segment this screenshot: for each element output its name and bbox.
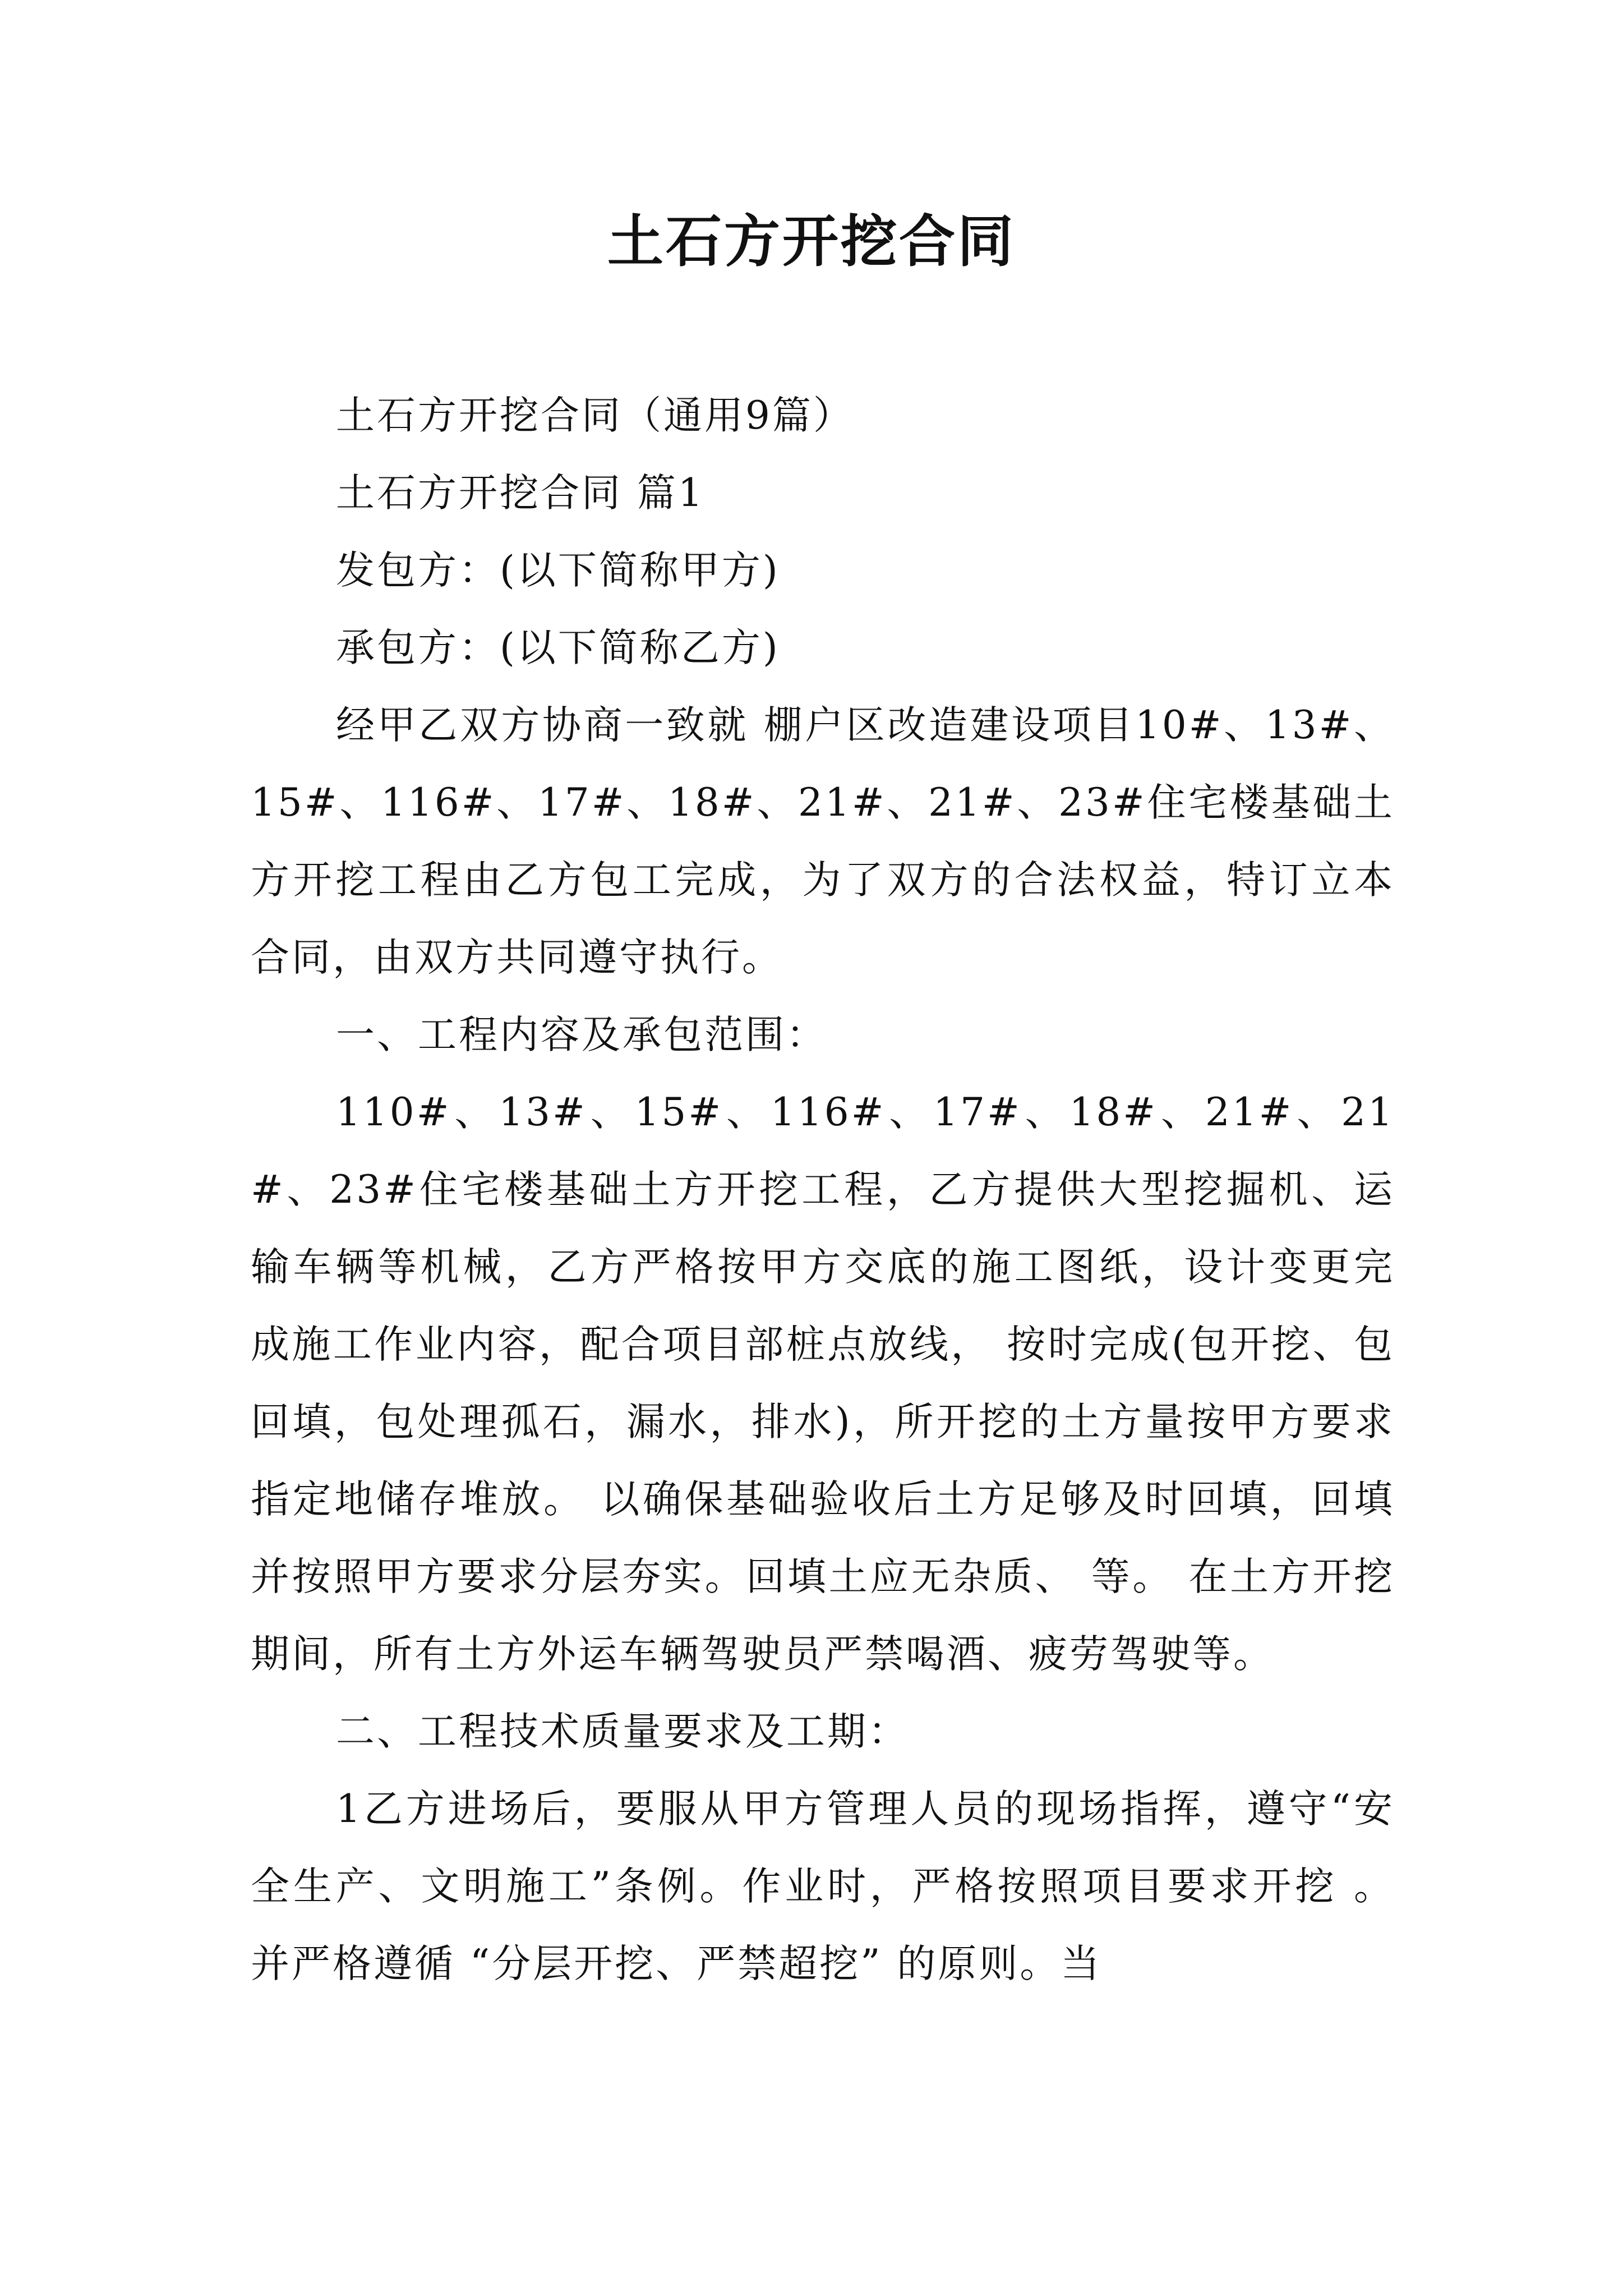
paragraph-party-b: 承包方：(以下简称乙方)	[336, 625, 780, 670]
paragraph-scope: 110#、13#、15#、116#、17#、18#、21#、21#、23#住宅楼基础土方开挖工程，乙方提供大型挖掘机、运输车辆等机械，乙方严格按甲方交底的施工图纸，设计变更完成施工作业内容，配合项目部桩点放线， 按时完成(包开挖、包回填，包处理孤石，漏水，排水)，所开挖的土方量按甲方要求指定地储存堆放。 以确保基础验收后土方足够及时回填，回填并按照甲方要求分层夯实。回填土应无杂质、 等。 在土方开挖期间，所有土方外运车辆驾驶员严禁喝酒、疲劳驾驶等。	[251, 1090, 1395, 1677]
paragraph-quality: 1乙方进场后，要服从甲方管理人员的现场指挥，遵守“安全生产、文明施工”条例。作业时，严格按照项目要求开挖 。 并严格遵循 “分层开挖、严禁超挖” 的原则。当	[251, 1787, 1395, 1986]
paragraph-heading-scope: 一、工程内容及承包范围：	[336, 1013, 827, 1057]
paragraph-agreement: 经甲乙双方协商一致就 棚户区改造建设项目10#、13#、15#、116#、17#、18#、21#、21#、23#住宅楼基础土方开挖工程由乙方包工完成，为了双方的合法权益，特订立本合同，由双方共同遵守执行。	[251, 703, 1395, 980]
document-title: 土石方开挖合同	[607, 208, 1016, 274]
document-body	[251, 377, 1395, 2003]
paragraph-section-heading: 土石方开挖合同 篇1	[336, 471, 705, 516]
paragraph-heading-quality: 二、工程技术质量要求及工期：	[336, 1709, 909, 1754]
paragraph-subtitle: 土石方开挖合同（通用9篇）	[336, 393, 854, 438]
paragraph-party-a: 发包方：(以下简称甲方)	[336, 548, 780, 593]
